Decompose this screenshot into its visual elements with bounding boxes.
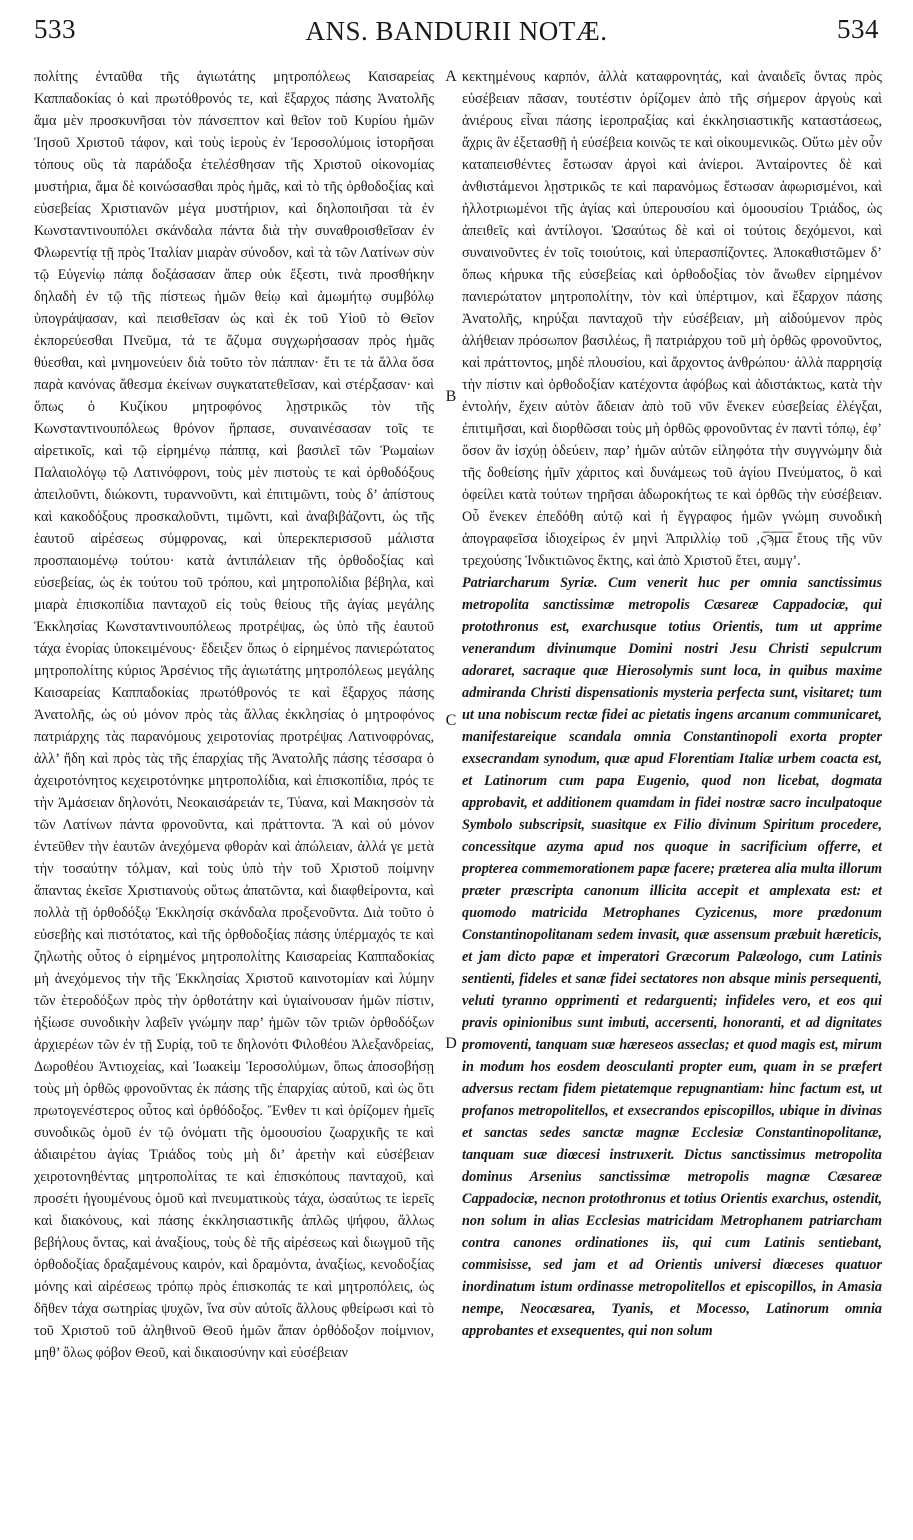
right-column-latin-text: Patriarcharum Syriæ. Cum venerit huc per omnia sanctissimus metropolita sanctissimæ metropolis Cæsareæ Cappadociæ, qui protothronus est, exarchusque totius Orientis, tum ut apprime venerandum divinumque Domini nostri Jesu Christi sepulcrum adoraret, sacraque quæ Hierosolymis sunt loca, in quibus maxime admiranda Christi dispensationis mysteria perfecta sunt, visitaret; tum ut una nobiscum rectæ fidei ac pietatis ingens arcanum communicaret, manifestareique scandala omnia Constantinopoli exorta propter exsecrandam synodum, quæ apud Florentiam Italiæ urbem coacta est, et Latinorum cum papa Eugenio, quod non licebat, dogmata approbavit, et additionem quamdam in fidei nostræ sacro inculpatoque Symbolo subscripsit, suasitque ex Filio divinum Spiritum procedere, concessitque azyma apud nos quoque in sacrificium offerre, et propterea commemorationem papæ facere; præterea alia multa illorum præter præscripta canonum illicita accepit et amplexata est: et quomodo matricida Metrophanes Cyzicenus, more prædonum Constantinopolitanam sedem invasit, quæ assensum præbuit hæreticis, et jam dicto papæ et imperatori Græcorum Palæologo, cum Latinis sentienti, fideles et sanæ fidei sectatores non absque minis persequenti, veluti tyranno opprimenti et redarguenti; infideles vero, et eos qui pravis opinionibus sunt imbuti, accersenti, honoranti, et ad dignitates promoventi, tanquam suæ hæreseos asseclas; et quod magis est, mirum in modum hos eosdem deosculanti propter eum, quam in se præfert adversus rectam fidem pietatemque repugnantiam: hinc factum est, ut profanos metropolitellos, et exsecrandos episcopillos, ubique in divinas et sanctas sedes sanctæ magnæ Ecclesiæ Constantinopolitanæ, tanquam suæ diœcesi instruxerit. Dictus sanctissimus metropolita dominus Arsenius sanctissimæ metropolis magnæ Cæsareæ Cappadociæ, necnon protothronus et totius Orientis exarchus, ostendit, non solum in alias Ecclesias matricidam Metrophanem patriarcham contra canones ordinationes iis, qui cum Latinis sentiebant, commisisse, sed jam et ad Orientis universi diœceses quatuor inordinatum istum ordinasse metropolitellos et episcopillos, in Amasia nempe, Neocæsarea, Tyanis, et Mocesso, Latinorum omnia approbantes et exsequentes, qui non solum xyxy=(462,575,882,1339)
margin-letter-c: C xyxy=(445,712,457,729)
margin-letter-b: B xyxy=(445,388,457,405)
margin-letter-a: A xyxy=(445,68,457,85)
right-column xyxy=(462,66,882,1526)
left-column xyxy=(34,66,434,1526)
running-title: ANS. BANDURII NOTÆ. xyxy=(305,16,608,46)
right-column-greek-text: κεκτημένους καρπόν, ἀλλὰ καταφρονητάς, καὶ ἀναιδεῖς ὄντας πρὸς εὐσέβειαν πᾶσαν, τουτέστιν ὁρίζομεν ἀπὸ τῆς σήμερον ἀργοὺς καὶ ἀνιέρους εἶναι πάσης ἱεροπραξίας καὶ ἐκκλησιαστικῆς καταστάσεως, ἄχρις ἂν ἐξετασθῇ ἡ εὐσέβεια κοινῶς τε καὶ οἰκουμενικῶς. Οὕτω μὲν οὖν καταπεισθέντες ἔστωσαν ἀργοὶ καὶ ἀνίεροι. Ἀνταίροντες δὲ καὶ ἀνθιστάμενοι λῃστρικῶς τε καὶ παρανόμως ἔστωσαν ἀφωρισμένοι, καὶ ἠλλοτριωμένοι τῆς ἁγίας καὶ ὑπερουσίου καὶ ὁμοουσίου Τριάδος, ὡς ἀπειθεῖς καὶ ἀντίλογοι. Ὡσαύτως δὲ καὶ οἱ τούτοις δεχόμενοι, καὶ συναινοῦντες ἐν τοῖς τοιούτοις, καὶ ὑπερασπίζοντες. Ἀποκαθιστῶμεν δ’ ὅπως κήρυκα τῆς εὐσεβείας καὶ ὀρθοδοξίας τὸν ἄνωθεν εἰρημένον πανιερώτατον μητροπολίτην, τὸν καὶ ὑπέρτιμον, καὶ ἔξαρχον πάσης Ἀνατολῆς, κηρύξαι πανταχοῦ τὴν εὐσέβειαν, μὴ αἰδούμενον πρὸς ἀλήθειαν πρόσωπον βασιλέως, ἢ πατριάρχου τοῦ μὴ ὀρθῶς φρονοῦντος, καὶ πράττοντος, μηδὲ πλουσίου, καὶ ἄρχοντος ἀνθρώπου· ἀλλὰ παρρησίᾳ τὴν πίστιν καὶ ὀρθοδοξίαν κατέχοντα ἀφόβως καὶ ἀδιστάκτως, κατὰ τὴν ἐντολήν, ἔχειν αὐτὸν ἄδειαν ἀπὸ τοῦ νῦν ἕνεκεν εὐσεβείας ἐλέγξαι, ἐπιτιμῆσαι, καὶ διορθῶσαι τοὺς μὴ ὀρθῶς φρονοῦντας ἐν παντὶ τόπῳ, ἐφ’ ὅσον ἂν ἰσχύῃ ὁδεύειν, παρ’ ἡμῶν αὐτῶν εἰληφότα τὴν συγγνώμην διὰ τῆς δοθείσης ἡμῖν χάριτος καὶ δυνάμεως τοῦ ἁγίου Πνεύματος, ὃ καὶ ὀφείλει κατὰ τούτων τηρῆσαι ἀδωροκήτως τε καὶ ὀρθῶς τὴν εὐσέβειαν. Οὗ ἕνεκεν ἐπεδόθη αὐτῷ καὶ ἡ ἔγγραφος ἡμῶν γνώμη συνοδικὴ ἀπογραφεῖσα ἰδιοχείρως ἐν μηνὶ Ἀπριλλίῳ τοῦ ‚ς̅ϡ̅μ̅α̅ ἔτους τῆς νῦν τρεχούσης Ἰνδικτιῶνος ἕκτης, καὶ ἀπὸ Χριστοῦ ἔτει, αυμγ’. xyxy=(462,69,882,569)
left-column-greek-text: πολίτης ἐνταῦθα τῆς ἁγιωτάτης μητροπόλεως Καισαρείας Καππαδοκίας ὁ καὶ πρωτόθρονός τε, καὶ ἔξαρχος πάσης Ἀνατολῆς ἅμα μὲν προσκυνῆσαι τὸν πάνσεπτον καὶ θεῖον τοῦ Κυρίου ἡμῶν Ἰησοῦ Χριστοῦ τάφον, καὶ τοὺς ἱεροὺς ἐν Ἱεροσολύμοις ἱστορῆσαι τόπους οὓς τὰ παράδοξα ἐτελέσθησαν τῆς Χριστοῦ οἰκονομίας μυστήρια, ἅμα δὲ κοινώσασθαι πρὸς ἡμᾶς, καὶ τὸ τῆς ὀρθοδοξίας καὶ εὐσεβείας Χριστιανῶν μέγα μυστήριον, καὶ δηλοποιῆσαι τὰ ἐν Κωνσταντινουπόλει σκάνδαλα πάντα διὰ τὴν συναθροισθεῖσαν ἐν Φλωρεντίᾳ τῇ πρὸς Ἰταλίαν μιαρὰν σύνοδον, καὶ τὰ τῶν Λατίνων σὺν τῷ Εὐγενίῳ πάπᾳ δοξάσασαν ἅπερ οὐκ ἔξεστι, τινὰ προσθήκην δηλαδὴ ἐν τῷ τῆς πίστεως ἡμῶν θείῳ καὶ ἀμωμήτῳ συμβόλῳ ὑπογράψασαν, καὶ πεισθεῖσαν ὡς καὶ ἐκ τοῦ Υἱοῦ τὸ Θεῖον ἐκπορεύεσθαι Πνεῦμα, τά τε ἄζυμα συγχωρήσασαν πρὸς ἡμᾶς θύεσθαι, καὶ μνημονεύειν διὰ τοῦτο τὸν πάππαν· ἔτι τε τὰ ἄλλα ὅσα παρὰ κανόνας ἄθεσμα ἐκείνων συγκατατεθεῖσαν, καὶ στέρξασαν· καὶ ὅπως ὁ Κυζίκου μητροφόνος λῃστρικῶς τὸν τῆς Κωνσταντινουπόλεως θρόνον ἥρπασε, συναινέσασαν τοῖς τε αἱρετικοῖς, καὶ τῷ εἰρημένῳ πάππᾳ, καὶ βασιλεῖ τῶν Ῥωμαίων Παλαιολόγῳ τῷ Λατινόφρονι, τοὺς μὲν πιστοὺς τε καὶ ὀρθοδόξους ἀπειλοῦντι, διώκοντι, τυραννοῦντι, καὶ ἐπιτιμῶντι, τοὺς δ’ ἀπίστους καὶ κακοδόξους προσκαλοῦντι, τιμῶντι, καὶ ἀναβιβάζοντι, ὡς τῆς ἑαυτοῦ αἱρέσεως σύμφρονας, καὶ ὑπερεκπερισσοῦ μάλιστα προσπαιομένῳ τούτου· κατὰ ἀντιπάλειαν τῆς ὀρθοδοξίας καὶ εὐσεβείας, ὡς ἐκ τούτου τοῦ τρόπου, καὶ μητροπολίδια βέβηλα, καὶ μιαρὰ ἐπισκοπίδια πανταχοῦ εἰς τοὺς θείους τῆς ἁγίας μεγάλης Ἐκκλησίας Κωνσταντινουπόλεως προτρέψας, ὡς ὑπὸ τῆς ἑαυτοῦ τάχα ἐνορίας ὑποκειμένους· ἔδειξεν ὅπως ὁ εἰρημένος πανιερώτατος μητροπολίτης κύριος Ἀρσένιος τῆς ἁγιωτάτης μητροπόλεως μεγάλης Καισαρείας Καππαδοκίας πρωτόθρονός τε καὶ ἔξαρχος πάσης Ἀνατολῆς, ὡς οὐ μόνον πρὸς τὰς ἄλλας ἐκκλησίας ὁ μητροφόνος πατριάρχης τὰς παρανόμους χειροτονίας προτρέψας Λατινοφρόνας, ἀλλ’ ἤδη καὶ πρὸς τὰς τῆς ἐπαρχίας τῆς Ἀνατολῆς πάσης τέσσαρα ὁ ἀχειροτόνητος κεχειροτόνηκε μητροπολίδια, καὶ ἐπισκοπίδια, πρός τε τὴν Ἀμάσειαν δηλονότι, Νεοκαισάρειάν τε, Τύανα, καὶ Μακησσὸν τὰ τῶν Λατίνων πάντα φρονοῦντα, καὶ πράττοντα. Ἃ καὶ οὐ μόνον ἐντεῦθεν τὴν ἑαυτῶν ἀνεχόμενα φθορὰν καὶ ἀπώλειαν, ἀλλά γε μετὰ τὴν τοσαύτην τόλμαν, καὶ τοὺς ὑπὸ τὴν τοῦ Χριστοῦ ποίμνην ἅπαντας ἐκεῖσε Χριστιανοὺς οὕτως ἀπατῶντα, καὶ διαφθείροντα, καὶ πολλὰ τῇ ὀρθοδόξῳ Ἐκκλησίᾳ σκάνδαλα προξενοῦντα. Διὰ τοῦτο ὁ εὐσεβὴς καὶ πιστότατος, καὶ τῆς ὀρθοδοξίας πάσης ὑπέρμαχός τε καὶ ζηλωτὴς οὗτος ὁ εἰρημένος μητροπολίτης Καισαρείας Καππαδοκίας μὴ ἀνεχόμενος τὴν τῆς Ἐκκλησίας Χριστοῦ καινοτομίαν καὶ λύμην τῶν ἑτεροδόξων πρὸς τὴν ὀρθοτάτην καὶ ὑγιαίνουσαν ἡμῶν πίστιν, ἠξίωσε συνοδικὴν λαβεῖν γνώμην παρ’ ἡμῶν τῶν τριῶν ὀρθοδόξων ἀρχιερέων τῶν ἐν τῇ Συρίᾳ, τοῦ τε δηλονότι Φιλοθέου Ἀλεξανδρείας, Δωροθέου Ἀντιοχείας, καὶ Ἰωακεὶμ Ἱεροσολύμων, ὅπως ἀποσοβήσῃ τοὺς μὴ ὀρθῶς φρονοῦντας ἐκ πάσης τῆς ἐπαρχίας αὐτοῦ, καὶ ὡς ὅτι πρωτογενέστερος οὗτος καὶ ὀρθόδοξος. Ἔνθεν τι καὶ ὁρίζομεν ἡμεῖς συνοδικῶς ὁμοῦ ἐν τῷ ὀνόματι τῆς ὁμοουσίου ζωαρχικῆς τε καὶ ἀδιαιρέτου ἁγίας Τριάδος τοὺς μὴ δι’ ἀρετὴν καὶ εὐσέβειαν χειροτονηθέντας μητροπολίτας τε καὶ ἐπισκόπους πανταχοῦ, καὶ προσέτι ἡγουμένους ὁμοῦ καὶ πνευματικοὺς τάχα, ὡσαύτως τε ἱερεῖς καὶ διακόνους, καὶ πάσης ἐκκλησιαστικῆς ἁπλῶς ψήφου, ἄλλως βεβήλους ὄντας, καὶ ἀναξίους, τοὺς δὲ τῆς αἱρέσεως καὶ διωγμοῦ τῆς ὀρθοδοξίας δραξαμένους καιρόν, καὶ δραμόντα, ἀναξίως, κενοδοξίας μόνης καὶ αἱρέσεως τρόπῳ πρὸς ἐπισκοπάς τε καὶ μητροπόλεις, ὡς δῆθεν τάχα σωτηρίας ψυχῶν, ἵνα σὺν αὐτοῖς ἄλλους φθείρωσι καὶ τὸ τοῦ Χριστοῦ τοῦ ἀληθινοῦ Θεοῦ ἡμῶν ἅπαν ὀρθόδοξον ποίμνιον, μηθ’ ὅλως φόβον Θεοῦ, καὶ δικαιοσύνην καὶ εὐσέβειαν xyxy=(34,69,434,1361)
page-number-right: 534 xyxy=(837,14,879,44)
margin-letter-d: D xyxy=(445,1035,457,1052)
page-header xyxy=(34,10,879,56)
page-number-left: 533 xyxy=(34,14,76,44)
